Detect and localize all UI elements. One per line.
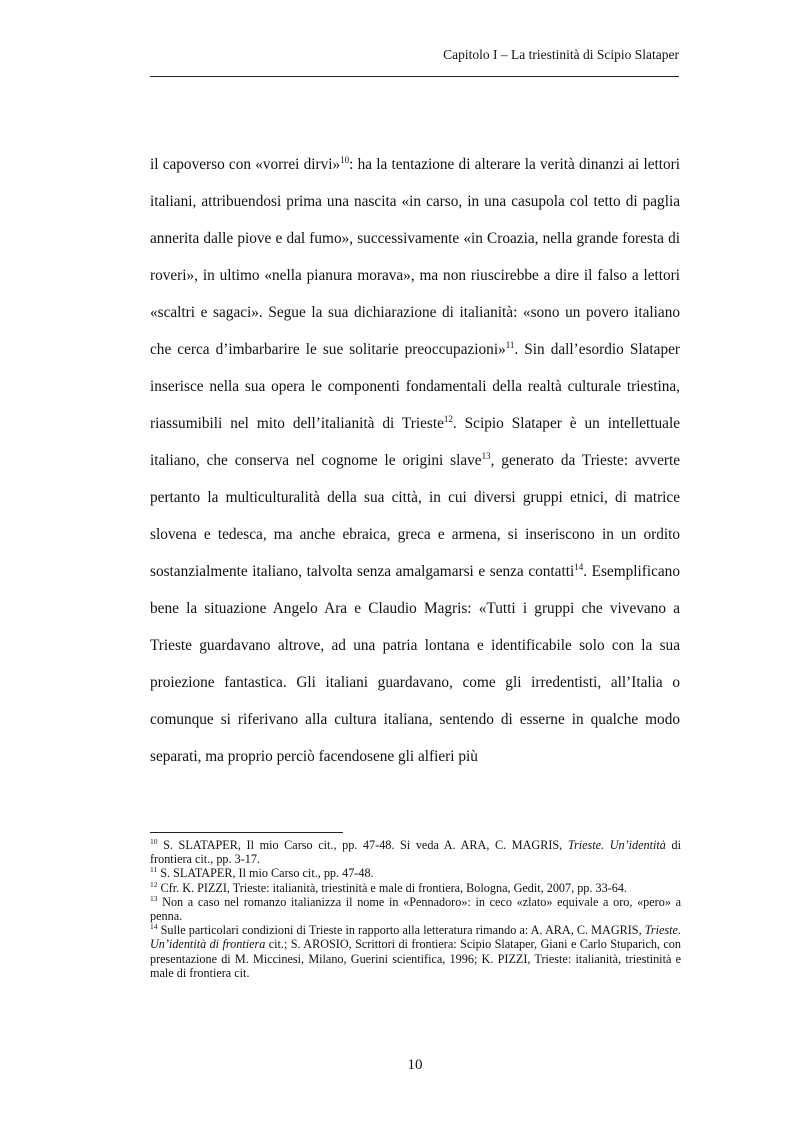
header-divider (150, 76, 679, 77)
footnote-text: Sulle particolari condizioni di Trieste in rapporto alla letteratura rimando a: A. ARA, C. MAGRIS, (157, 923, 645, 938)
body-paragraph (150, 146, 680, 775)
footnote-reference[interactable]: 11 (505, 339, 515, 350)
footnote-number: 14 (150, 922, 158, 932)
footnote-text: S. SLATAPER, Il mio Carso cit., pp. 47-48. Si veda A. ARA, C. MAGRIS, (157, 838, 568, 852)
footnote-14 (150, 923, 681, 980)
footnote-title-italic: Trieste. Un’identità (567, 838, 666, 852)
footnote-number: 13 (150, 893, 158, 903)
footnote-reference[interactable]: 10 (340, 154, 350, 165)
footnote-reference[interactable]: 14 (574, 561, 584, 572)
body-text-segment: . Esemplificano bene la situazione Angelo Ara e Claudio Magris: «Tutti i gruppi che vivevano a Trieste guardavano altrove, ad una patria lontana e identificabile solo con la sua proiezione fantastica. Gli italiani guardavano, come gli irredentisti, all’Italia o comunque si riferivano alla cultura italiana, sentendo di esserne in qualche modo separati, ma proprio perciò facendosene gli alfieri più (150, 563, 680, 765)
footnote-11 (150, 866, 681, 880)
footnote-text: Cfr. K. PIZZI, Trieste: italianità, triestinità e male di frontiera, Bologna, Gedit, 2007, pp. 33-64. (157, 880, 627, 895)
body-text-segment: il capoverso con «vorrei dirvi» (150, 156, 341, 173)
footnote-13 (150, 895, 681, 923)
footnote-number: 10 (150, 836, 158, 846)
footnote-text: Non a caso nel romanzo italianizza il nome in «Pennadoro»: in ceco «zlato» equivale a oro, «pero» a penna. (150, 894, 681, 924)
footnote-12 (150, 881, 681, 895)
footnote-text: S. SLATAPER, Il mio Carso cit., pp. 47-48. (157, 866, 374, 881)
footnote-reference[interactable]: 13 (481, 450, 491, 461)
body-text-segment: . Scipio Slataper è un intellettuale italiano, che conserva nel cognome le origini slave (150, 415, 680, 469)
body-text (150, 146, 680, 775)
footnote-divider (150, 832, 343, 833)
page-number: 10 (407, 1057, 423, 1073)
body-text-segment: , generato da Trieste: avverte pertanto la multiculturalità della sua città, in cui diversi gruppi etnici, di matrice slovena e tedesca, ma anche ebraica, greca e armena, si inseriscono in un ordito sostanzialmente italiano, talvolta senza amalgamarsi e senza contatti (150, 452, 680, 580)
running-header: Capitolo I – La triestinità di Scipio Slataper (443, 47, 679, 62)
body-text-segment: . Sin dall’esordio Slataper inserisce nella sua opera le componenti fondamentali della realtà culturale triestina, riassumibili nel mito dell’italianità di Trieste (150, 341, 680, 432)
footnote-10 (150, 838, 681, 866)
footnote-number: 11 (150, 865, 158, 875)
footnote-number: 12 (150, 879, 158, 889)
footnote-text: cit.; S. AROSIO, Scrittori di frontiera: Scipio Slataper, Giani e Carlo Stuparich, con presentazione di M. Miccinesi, Milano, Guerini scientifica, 1996; K. PIZZI, Trieste: italianità, triestinità e male di frontiera cit. (150, 937, 681, 980)
footnotes (150, 838, 681, 980)
footnote-text: di frontiera cit., pp. 3-17. (150, 838, 682, 867)
footnote-title-italic: Trieste. Un’identità di frontiera (150, 923, 681, 952)
footnote-reference[interactable]: 12 (443, 413, 453, 424)
body-text-segment: : ha la tentazione di alterare la verità dinanzi ai lettori italiani, attribuendosi prima una nascita «in carso, in una casupola col tetto di paglia annerita dalle piove e dal fumo», successivamente «in Croazia, nella grande foresta di roveri», in ultimo «nella pianura morava», ma non riuscirebbe a dire il falso a lettori «scaltri e sagaci». Segue la sua dichiarazione di italianità: «sono un povero italiano che cerca d’imbarbarire le sue solitarie preoccupazioni» (150, 156, 680, 358)
